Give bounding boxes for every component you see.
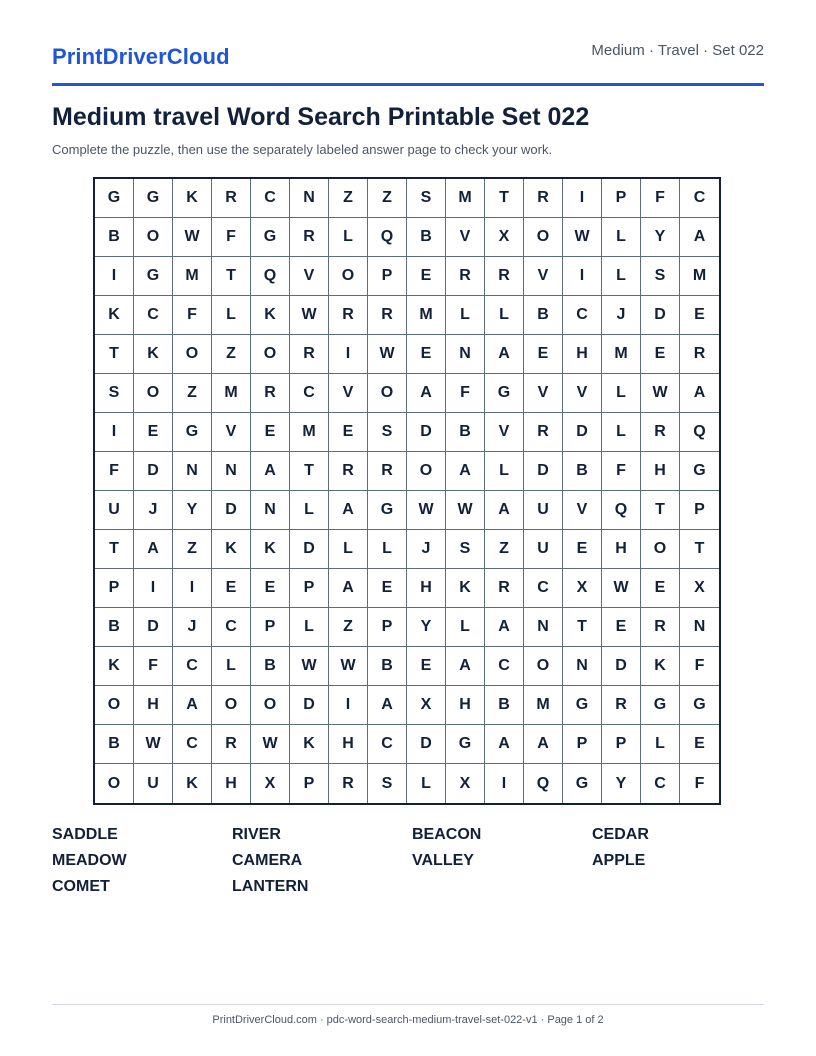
grid-cell: F <box>134 647 173 686</box>
grid-cell: E <box>134 413 173 452</box>
grid-cell: S <box>368 413 407 452</box>
grid-cell: Q <box>680 413 719 452</box>
grid-cell: O <box>407 452 446 491</box>
grid-cell: R <box>290 218 329 257</box>
grid-cell: N <box>680 608 719 647</box>
grid-cell: C <box>524 569 563 608</box>
grid-cell: H <box>641 452 680 491</box>
grid-cell: G <box>563 686 602 725</box>
grid-cell: N <box>446 335 485 374</box>
grid-cell: R <box>446 257 485 296</box>
grid-cell: T <box>680 530 719 569</box>
grid-cell: E <box>368 569 407 608</box>
grid-cell: J <box>602 296 641 335</box>
grid-cell: P <box>290 764 329 803</box>
grid-cell: Z <box>485 530 524 569</box>
grid-cell: G <box>251 218 290 257</box>
grid-cell: X <box>251 764 290 803</box>
page-subtitle: Complete the puzzle, then use the separately labeled answer page to check your work. <box>52 142 553 157</box>
grid-cell: W <box>446 491 485 530</box>
grid-cell: K <box>641 647 680 686</box>
grid-cell: B <box>368 647 407 686</box>
grid-cell: A <box>524 725 563 764</box>
grid-cell: A <box>329 569 368 608</box>
grid-cell: N <box>212 452 251 491</box>
grid-cell: O <box>524 218 563 257</box>
grid-cell: A <box>329 491 368 530</box>
grid-cell: N <box>173 452 212 491</box>
grid-cell: K <box>446 569 485 608</box>
grid-cell: X <box>485 218 524 257</box>
grid-cell: H <box>212 764 251 803</box>
grid-cell: P <box>251 608 290 647</box>
grid-cell: C <box>485 647 524 686</box>
grid-cell: T <box>485 179 524 218</box>
grid-cell: E <box>329 413 368 452</box>
word-list-item: VALLEY <box>412 852 474 869</box>
grid-cell: L <box>485 452 524 491</box>
grid-cell: E <box>524 335 563 374</box>
brand-logo: PrintDriverCloud <box>52 44 230 69</box>
puzzle-meta: Medium · Travel · Set 022 <box>591 42 764 59</box>
grid-cell: G <box>485 374 524 413</box>
grid-cell: K <box>212 530 251 569</box>
grid-cell: V <box>446 218 485 257</box>
grid-cell: O <box>212 686 251 725</box>
grid-cell: A <box>251 452 290 491</box>
grid-cell: A <box>680 374 719 413</box>
grid-cell: C <box>134 296 173 335</box>
grid-cell: R <box>212 179 251 218</box>
grid-cell: D <box>134 608 173 647</box>
grid-cell: D <box>290 686 329 725</box>
grid-cell: F <box>173 296 212 335</box>
grid-cell: R <box>524 179 563 218</box>
grid-cell: F <box>446 374 485 413</box>
grid-cell: U <box>524 491 563 530</box>
grid-cell: E <box>212 569 251 608</box>
page-footer: PrintDriverCloud.com · pdc-word-search-medium-travel-set-022-v1 · Page 1 of 2 <box>212 1014 604 1026</box>
grid-cell: M <box>446 179 485 218</box>
grid-cell: A <box>446 452 485 491</box>
grid-cell: P <box>290 569 329 608</box>
grid-cell: M <box>602 335 641 374</box>
grid-cell: M <box>680 257 719 296</box>
grid-cell: F <box>212 218 251 257</box>
grid-cell: T <box>95 335 134 374</box>
grid-cell: X <box>680 569 719 608</box>
header-divider <box>52 83 764 86</box>
grid-cell: O <box>329 257 368 296</box>
grid-cell: C <box>251 179 290 218</box>
word-search-grid <box>93 177 721 805</box>
grid-cell: L <box>485 296 524 335</box>
grid-cell: R <box>485 257 524 296</box>
grid-cell: X <box>446 764 485 803</box>
grid-cell: P <box>368 608 407 647</box>
grid-cell: H <box>407 569 446 608</box>
grid-cell: L <box>602 257 641 296</box>
grid-cell: L <box>446 296 485 335</box>
grid-cell: A <box>485 335 524 374</box>
grid-cell: G <box>368 491 407 530</box>
grid-cell: W <box>329 647 368 686</box>
grid-cell: L <box>329 530 368 569</box>
grid-cell: V <box>485 413 524 452</box>
grid-cell: I <box>563 179 602 218</box>
grid-cell: W <box>290 296 329 335</box>
grid-cell: A <box>485 608 524 647</box>
grid-cell: E <box>407 335 446 374</box>
grid-cell: C <box>368 725 407 764</box>
word-list-item: BEACON <box>412 826 482 843</box>
grid-cell: I <box>95 413 134 452</box>
grid-cell: Z <box>212 335 251 374</box>
grid-cell: E <box>563 530 602 569</box>
grid-cell: H <box>563 335 602 374</box>
grid-cell: R <box>680 335 719 374</box>
grid-cell: W <box>602 569 641 608</box>
grid-cell: W <box>368 335 407 374</box>
grid-cell: T <box>290 452 329 491</box>
grid-cell: F <box>641 179 680 218</box>
grid-cell: T <box>95 530 134 569</box>
grid-cell: U <box>524 530 563 569</box>
grid-cell: V <box>329 374 368 413</box>
grid-cell: D <box>407 413 446 452</box>
grid-cell: F <box>694 774 705 792</box>
grid-cell: Q <box>602 491 641 530</box>
grid-cell: A <box>173 686 212 725</box>
word-list-item: MEADOW <box>52 852 127 869</box>
grid-cell: D <box>524 452 563 491</box>
grid-cell: Q <box>368 218 407 257</box>
grid-cell: W <box>251 725 290 764</box>
grid-cell: R <box>641 413 680 452</box>
grid-cell: Z <box>173 374 212 413</box>
grid-cell: L <box>602 374 641 413</box>
grid-cell: K <box>251 296 290 335</box>
grid-cell: G <box>134 179 173 218</box>
grid-cell: E <box>407 647 446 686</box>
grid-cell: K <box>134 335 173 374</box>
grid-cell: S <box>446 530 485 569</box>
grid-cell: L <box>212 647 251 686</box>
grid-cell: B <box>563 452 602 491</box>
grid-cell: L <box>290 491 329 530</box>
grid-cell: Z <box>329 179 368 218</box>
grid-cell: O <box>368 374 407 413</box>
grid-cell: B <box>524 296 563 335</box>
grid-cell: A <box>680 218 719 257</box>
grid-cell: E <box>407 257 446 296</box>
grid-cell: M <box>290 413 329 452</box>
grid-cell: W <box>134 725 173 764</box>
grid-cell: R <box>212 725 251 764</box>
grid-cell: C <box>212 608 251 647</box>
grid-cell: O <box>251 686 290 725</box>
grid-cell: V <box>524 374 563 413</box>
grid-cell: Z <box>368 179 407 218</box>
grid-cell: M <box>212 374 251 413</box>
grid-cell: I <box>134 569 173 608</box>
grid-cell: U <box>95 491 134 530</box>
grid-cell: K <box>173 764 212 803</box>
grid-cell: J <box>407 530 446 569</box>
grid-cell: V <box>212 413 251 452</box>
grid-cell: B <box>95 725 134 764</box>
grid-cell: B <box>446 413 485 452</box>
grid-cell: D <box>212 491 251 530</box>
grid-cell: S <box>407 179 446 218</box>
grid-cell: O <box>95 686 134 725</box>
grid-cell: R <box>251 374 290 413</box>
grid-cell: E <box>251 569 290 608</box>
word-list <box>52 826 772 904</box>
grid-cell: C <box>641 764 680 803</box>
grid-cell: I <box>95 257 134 296</box>
grid-cell: E <box>641 335 680 374</box>
grid-cell: Z <box>173 530 212 569</box>
grid-cell: T <box>212 257 251 296</box>
grid-cell: Y <box>641 218 680 257</box>
grid-cell: S <box>641 257 680 296</box>
grid-cell: R <box>329 452 368 491</box>
grid-cell: B <box>485 686 524 725</box>
grid-cell: G <box>95 179 134 218</box>
grid-cell: F <box>95 452 134 491</box>
grid-cell: W <box>290 647 329 686</box>
grid-cell: R <box>641 608 680 647</box>
grid-cell: S <box>95 374 134 413</box>
grid-cell: R <box>368 452 407 491</box>
grid-cell: P <box>95 569 134 608</box>
grid-cell: E <box>251 413 290 452</box>
grid-cell: B <box>407 218 446 257</box>
grid-cell: V <box>563 491 602 530</box>
grid-cell: C <box>290 374 329 413</box>
grid-cell: W <box>407 491 446 530</box>
grid-cell: X <box>407 686 446 725</box>
grid-cell: L <box>212 296 251 335</box>
grid-cell: N <box>524 608 563 647</box>
word-list-item: CAMERA <box>232 852 303 869</box>
grid-cell: R <box>368 296 407 335</box>
grid-cell: Z <box>329 608 368 647</box>
grid-cell: C <box>173 725 212 764</box>
grid-cell: L <box>602 413 641 452</box>
grid-cell: M <box>524 686 563 725</box>
page-title: Medium travel Word Search Printable Set 022 <box>52 103 590 131</box>
grid-cell: R <box>524 413 563 452</box>
grid-cell: C <box>680 179 719 218</box>
word-list-item: APPLE <box>592 852 646 869</box>
grid-cell: P <box>602 179 641 218</box>
grid-cell: M <box>173 257 212 296</box>
grid-cell: P <box>563 725 602 764</box>
grid-cell: B <box>95 608 134 647</box>
grid-cell: I <box>173 569 212 608</box>
grid-cell: A <box>407 374 446 413</box>
grid-cell: C <box>563 296 602 335</box>
grid-cell: G <box>563 764 602 803</box>
grid-cell: I <box>329 686 368 725</box>
grid-cell: D <box>134 452 173 491</box>
grid-cell: D <box>563 413 602 452</box>
grid-cell: O <box>251 335 290 374</box>
grid-cell: J <box>134 491 173 530</box>
grid-cell: O <box>641 530 680 569</box>
word-list-item: SADDLE <box>52 826 118 843</box>
grid-cell: U <box>134 764 173 803</box>
grid-cell: G <box>446 725 485 764</box>
grid-cell: O <box>524 647 563 686</box>
grid-cell: E <box>641 569 680 608</box>
grid-cell: D <box>290 530 329 569</box>
grid-cell: T <box>641 491 680 530</box>
grid-cell: L <box>641 725 680 764</box>
grid-cell: W <box>641 374 680 413</box>
grid-cell: M <box>407 296 446 335</box>
grid-cell: B <box>95 218 134 257</box>
grid-cell: N <box>563 647 602 686</box>
grid-cell: Q <box>524 764 563 803</box>
grid-cell: E <box>680 296 719 335</box>
grid-cell: E <box>680 725 719 764</box>
grid-cell: I <box>329 335 368 374</box>
grid-cell: D <box>407 725 446 764</box>
grid-cell: H <box>602 530 641 569</box>
grid-cell: F <box>680 647 719 686</box>
grid-cell: S <box>368 764 407 803</box>
grid-cell: N <box>290 179 329 218</box>
grid-cell: K <box>251 530 290 569</box>
grid-cell: L <box>446 608 485 647</box>
grid-cell: R <box>290 335 329 374</box>
grid-cell: V <box>290 257 329 296</box>
grid-cell: L <box>290 608 329 647</box>
grid-cell: F <box>602 452 641 491</box>
grid-cell: C <box>173 647 212 686</box>
grid-cell: P <box>368 257 407 296</box>
grid-cell: P <box>680 491 719 530</box>
grid-cell: L <box>329 218 368 257</box>
word-list-item: CEDAR <box>592 826 649 843</box>
grid-cell: G <box>173 413 212 452</box>
grid-cell: N <box>251 491 290 530</box>
grid-cell: Y <box>173 491 212 530</box>
grid-cell: O <box>173 335 212 374</box>
grid-cell: Q <box>251 257 290 296</box>
grid-cell: K <box>290 725 329 764</box>
grid-cell: R <box>329 296 368 335</box>
grid-cell: G <box>680 452 719 491</box>
grid-cell: I <box>485 764 524 803</box>
grid-cell: A <box>368 686 407 725</box>
grid-cell: J <box>173 608 212 647</box>
grid-cell: P <box>602 725 641 764</box>
grid-cell: Y <box>602 764 641 803</box>
grid-cell: G <box>680 686 719 725</box>
word-list-item: COMET <box>52 878 110 895</box>
grid-cell: L <box>368 530 407 569</box>
grid-cell: A <box>485 725 524 764</box>
grid-cell: T <box>563 608 602 647</box>
grid-cell: R <box>329 764 368 803</box>
grid-cell: A <box>446 647 485 686</box>
grid-cell: V <box>524 257 563 296</box>
grid-cell: E <box>602 608 641 647</box>
grid-cell: B <box>251 647 290 686</box>
grid-cell: L <box>602 218 641 257</box>
grid-cell: A <box>134 530 173 569</box>
grid-cell: G <box>134 257 173 296</box>
grid-cell: D <box>602 647 641 686</box>
grid-cell: K <box>95 647 134 686</box>
grid-cell: O <box>95 764 134 803</box>
grid-cell: W <box>563 218 602 257</box>
grid-cell: O <box>134 374 173 413</box>
grid-cell: H <box>134 686 173 725</box>
word-list-item: RIVER <box>232 826 281 843</box>
grid-cell: Y <box>407 608 446 647</box>
grid-cell: I <box>563 257 602 296</box>
grid-cell: K <box>173 179 212 218</box>
footer-divider <box>52 1004 764 1005</box>
grid-cell: V <box>563 374 602 413</box>
grid-cell: H <box>329 725 368 764</box>
grid-cell: O <box>134 218 173 257</box>
grid-cell: K <box>95 296 134 335</box>
grid-cell: H <box>446 686 485 725</box>
grid-cell: R <box>485 569 524 608</box>
grid-cell: W <box>173 218 212 257</box>
grid-cell: D <box>641 296 680 335</box>
grid-cell: L <box>407 764 446 803</box>
grid-cell: G <box>641 686 680 725</box>
grid-cell: R <box>602 686 641 725</box>
grid-cell: X <box>563 569 602 608</box>
word-list-item: LANTERN <box>232 878 309 895</box>
grid-cell: A <box>485 491 524 530</box>
